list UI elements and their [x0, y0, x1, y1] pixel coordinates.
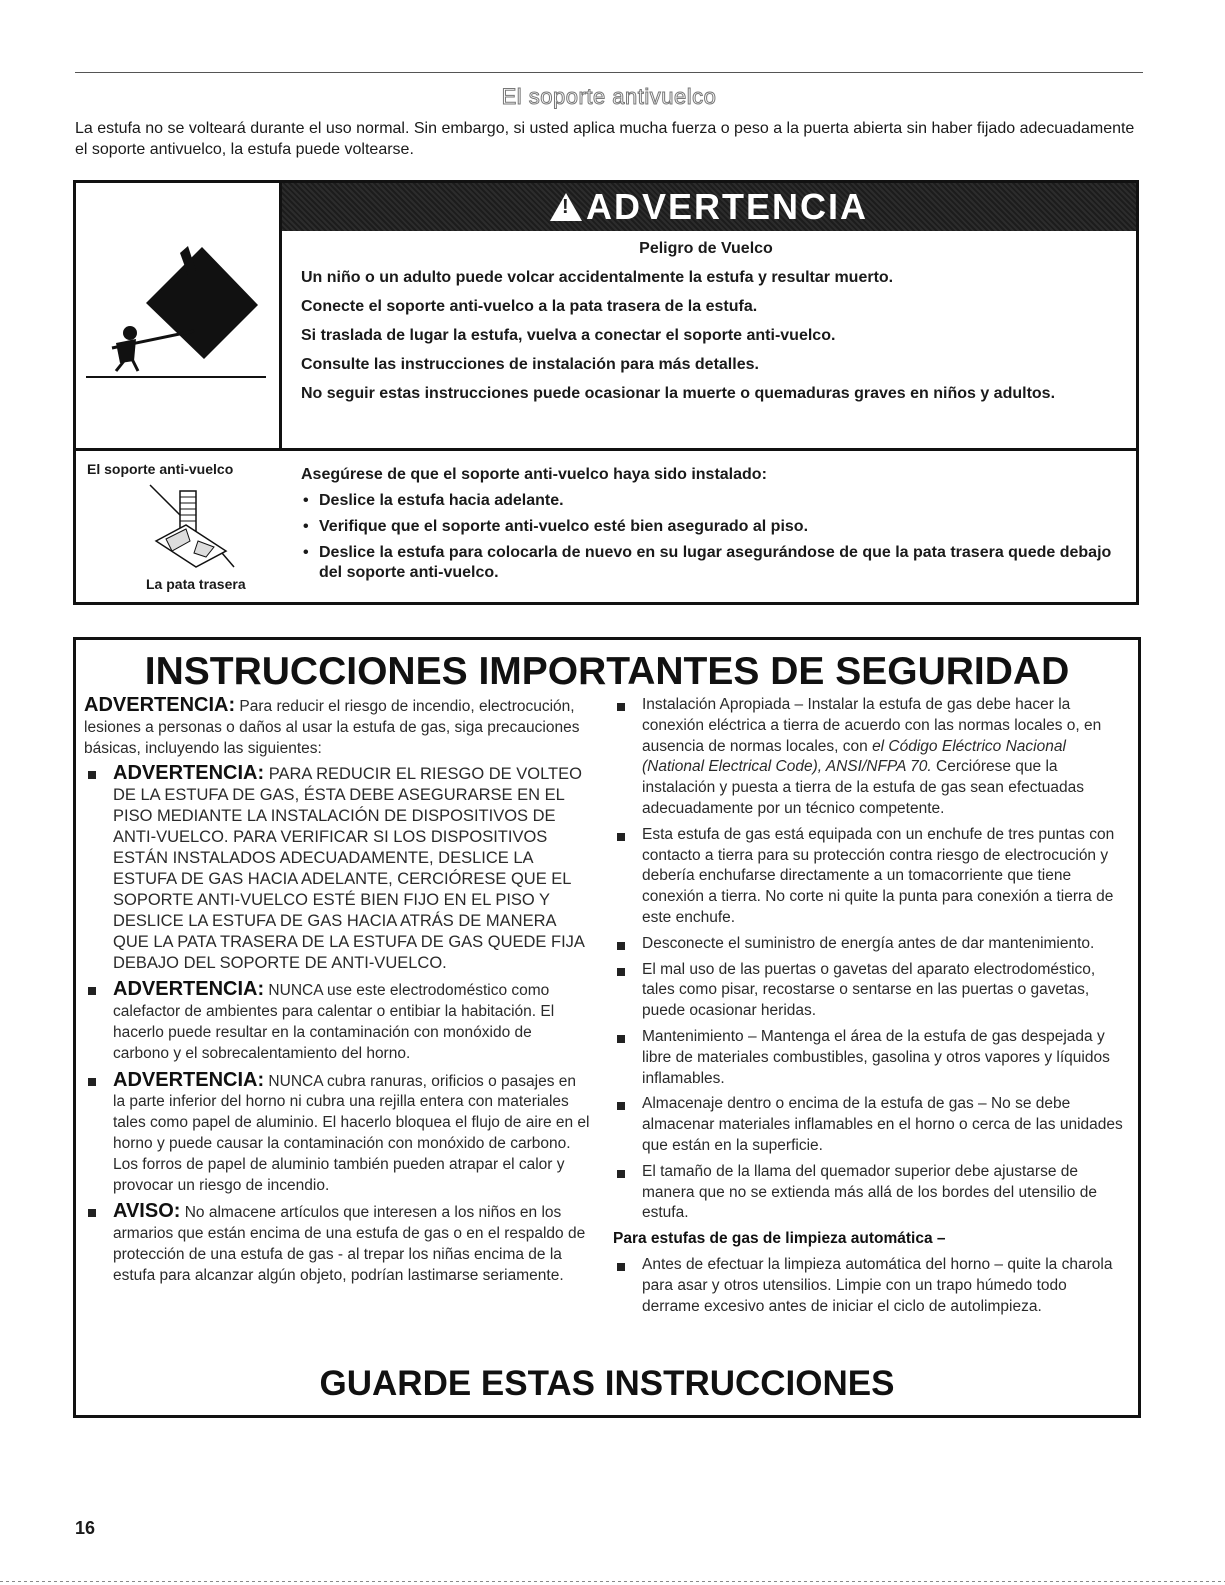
floor-line: [86, 376, 266, 378]
list-item: Mantenimiento – Mantenga el área de la estufa de gas despejada y libre de materiales combustibles, gasolina y otros vapores y líquidos inflamables.: [613, 1027, 1128, 1089]
list-item: • Verifique que el soporte anti-vuelco esté bien asegurado al piso.: [301, 517, 1121, 537]
list-item: [84, 763, 592, 974]
list-item: [84, 1201, 592, 1286]
tip-over-illustration-panel: [76, 183, 282, 448]
anti-tip-bracket-icon: [136, 481, 246, 573]
warning-line: Un niño o un adulto puede volcar accidentalmente la estufa y resultar muerto.: [301, 269, 894, 286]
self-clean-heading: Para estufas de gas de limpieza automática –: [613, 1230, 946, 1248]
list-item: Desconecte el suministro de energía antes de dar mantenimiento.: [613, 934, 1128, 955]
safety-box: [73, 637, 1141, 1418]
list-item: Antes de efectuar la limpieza automática del horno – quite la charola para asar y otros utensilios. Limpie con un trapo húmedo todo derrame excesivo antes de iniciar el ciclo de autolimpieza.: [613, 1255, 1128, 1317]
keyword: AVISO:: [113, 1200, 181, 1223]
list-item: Almacenaje dentro o encima de la estufa de gas – No se debe almacenar materiales inflamables en el horno o cerca de las unidades que están en la superficie.: [613, 1094, 1128, 1156]
safety-intro-text: Para reducir el riesgo de incendio, electrocución, lesiones a personas o daños al usar la estufa de gas, siga precauciones básicas, incluyendo las siguientes:: [84, 698, 580, 757]
install-steps: [301, 491, 1121, 583]
safety-intro: [84, 695, 592, 759]
item-citation: el Código Eléctrico Nacional (National Electrical Code), ANSI/NFPA 70.: [642, 737, 1066, 776]
top-rule: [75, 72, 1143, 73]
self-clean-list: [613, 1255, 1128, 1317]
bracket-label: El soporte anti-vuelco: [87, 461, 234, 477]
hazard-title: Peligro de Vuelco: [639, 240, 773, 257]
section-intro: La estufa no se volteará durante el uso normal. Sin embargo, si usted aplica mucha fuerza o peso a la puerta abierta sin haber fijado adecuadamente el soporte antivuelco, la estufa puede voltearse.: [75, 120, 1135, 158]
safety-right-column: [613, 695, 1128, 1322]
save-instructions-footer: GUARDE ESTAS INSTRUCCIONES: [319, 1364, 895, 1403]
warning-divider: [76, 448, 1136, 451]
warning-line: Conecte el soporte anti-vuelco a la pata trasera de la estufa.: [301, 298, 758, 315]
keyword: ADVERTENCIA:: [113, 1068, 265, 1091]
warning-line: Si traslada de lugar la estufa, vuelva a conectar el soporte anti-vuelco.: [301, 327, 836, 344]
item-text: NUNCA cubra ranuras, orificios o pasajes en la parte inferior del horno ni cubra una rejilla entera con materiales tales como papel de aluminio. El hacerlo bloquea el flujo de aire en el horno y puede causar la contaminación con monóxido de carbono. Los forros de papel de aluminio también pueden atrapar el calor y provocar un riesgo de incendio.: [113, 1072, 590, 1194]
rear-leg-label: La pata trasera: [146, 576, 246, 592]
list-item: • Deslice la estufa para colocarla de nuevo en su lugar asegurándose de que la pata trasera quede debajo del soporte anti-vuelco.: [301, 543, 1121, 583]
warning-box: [73, 180, 1139, 605]
section-title: El soporte antivuelco: [501, 84, 717, 109]
safety-left-list: [84, 763, 592, 1286]
warning-line: No seguir estas instrucciones puede ocasionar la muerte o quemaduras graves en niños y adultos.: [301, 385, 1056, 402]
install-lead: Asegúrese de que el soporte anti-vuelco haya sido instalado:: [301, 466, 767, 483]
warning-line: Consulte las instrucciones de instalación para más detalles.: [301, 356, 759, 373]
item-text: Cerciórese que la instalación y puesta a tierra de la estufa de gas sean efectuadas adecuadamente por un técnico competente.: [642, 758, 1085, 817]
list-item: [613, 695, 1128, 820]
safety-title: INSTRUCCIONES IMPORTANTES DE SEGURIDAD: [144, 650, 1070, 693]
item-text: PARA REDUCIR EL RIESGO DE VOLTEO DE LA ESTUFA DE GAS, ÉSTA DEBE ASEGURARSE EN EL PISO MEDIANTE LA INSTALACIÓN DE DISPOSITIVOS DE ANTI-VUELCO. PARA VERIFICAR SI LOS DISPOSITIVOS ESTÁN INSTALADOS ADECUADAMENTE, DESLICE LA ESTUFA DE GAS HACIA ADELANTE, CERCIÓRESE QUE EL SOPORTE ANTI-VUELCO ESTÉ BIEN FIJO EN EL PISO Y DESLICE LA ESTUFA DE GAS HACIA ATRÁS DE MANERA QUE LA PATA TRASERA DE LA ESTUFA DE GAS QUEDE FIJA DEBAJO DEL SOPORTE DE ANTI-VUELCO.: [113, 765, 585, 973]
list-item: El tamaño de la llama del quemador superior debe ajustarse de manera que no se extienda más allá de los bordes del utensilio de estufa.: [613, 1162, 1128, 1224]
keyword: ADVERTENCIA:: [113, 762, 265, 785]
tip-over-hazard-icon: [76, 183, 279, 448]
bottom-rule: [0, 1581, 1225, 1582]
list-item: [84, 1070, 592, 1197]
safety-right-list: [613, 695, 1128, 1224]
warning-triangle-icon: [550, 193, 582, 221]
warning-text: [301, 239, 1111, 413]
list-item: [84, 979, 592, 1064]
item-text: NUNCA use este electrodoméstico como calefactor de ambientes para calentar o entibiar la habitación. El hacerlo puede resultar en la contaminación con monóxido de carbono y el sobrecalentamiento del horno.: [113, 982, 555, 1062]
item-text: Instalación Apropiada – Instalar la estufa de gas debe hacer la conexión eléctrica a tierra de acuerdo con las normas locales o, en ausencia de normas locales, con: [642, 696, 1102, 755]
list-item: • Deslice la estufa hacia adelante.: [301, 491, 1121, 511]
install-check: [301, 465, 1121, 589]
keyword: ADVERTENCIA:: [84, 694, 236, 716]
list-item: El mal uso de las puertas o gavetas del aparato electrodoméstico, tales como pisar, recostarse o sentarse en las puertas o gavetas, puede ocasionar heridas.: [613, 960, 1128, 1022]
list-item: Esta estufa de gas está equipada con un enchufe de tres puntas con contacto a tierra para su protección contra riesgo de electrocución y debería enchufarse directamente a un tomacorriente que tiene conexión a tierra. No corte ni quite la punta para conexión a tierra de este enchufe.: [613, 825, 1128, 929]
warning-header-text: ADVERTENCIA: [585, 186, 868, 227]
item-text: No almacene artículos que interesen a los niños en los armarios que están encima de una estufa de gas o en el respaldo de protección de una estufa de gas - al trepar los niñas encima de la estufa para alcanzar algún objeto, podrían lastimarse seriamente.: [113, 1204, 586, 1284]
warning-header: [282, 183, 1136, 231]
safety-left-column: [84, 695, 592, 1292]
page-number: 16: [75, 1518, 96, 1538]
keyword: ADVERTENCIA:: [113, 978, 265, 1001]
